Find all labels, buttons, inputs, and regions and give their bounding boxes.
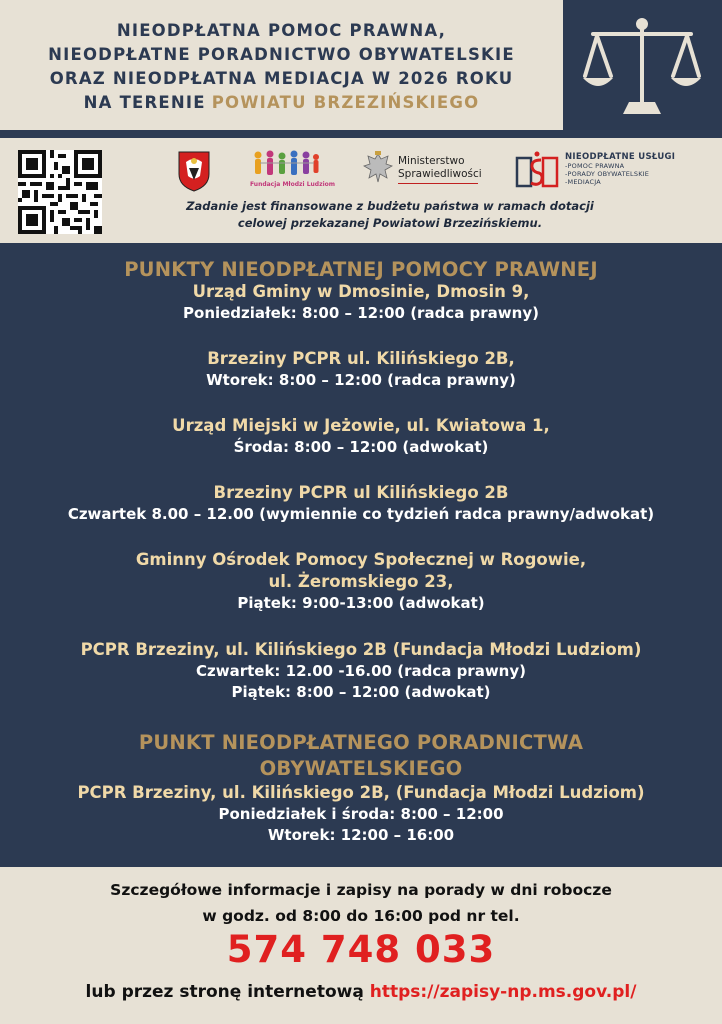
header-divider xyxy=(0,130,722,138)
ministry-line-1: Ministerstwo xyxy=(398,155,465,167)
entry-time: Środa: 8:00 – 12:00 (adwokat) xyxy=(233,438,489,456)
qr-code-icon[interactable] xyxy=(18,150,102,234)
scales-panel xyxy=(563,0,722,130)
nieodplatne-uslugi-logo xyxy=(515,150,675,192)
header-line-4-prefix: NA TERENIE xyxy=(83,93,206,112)
header-line-2: NIEODPŁATNE PORADNICTWO OBYWATELSKIE xyxy=(48,45,515,64)
ministry-underline xyxy=(398,183,478,184)
civic-time-1: Poniedziałek i środa: 8:00 – 12:00 xyxy=(218,805,504,823)
footer-info-line-1: Szczegółowe informacje i zapisy na porady w dni robocze xyxy=(110,881,612,899)
legal-aid-title: PUNKTY NIEODPŁATNEJ POMOCY PRAWNEJ xyxy=(124,258,598,281)
entry-place-2: ul. Żeromskiego 23, xyxy=(268,572,454,591)
fundacja-logo xyxy=(250,150,336,192)
ministry-logo xyxy=(362,150,482,190)
nieodplatne-uslugi-text xyxy=(565,152,675,186)
ministry-name xyxy=(398,155,482,184)
legal-aid-entry xyxy=(0,415,722,458)
legal-aid-entry xyxy=(0,482,722,525)
polish-eagle-icon xyxy=(362,150,394,186)
nus-line-2: -PORADY OBYWATELSKIE xyxy=(565,170,650,178)
funding-line-2: celowej przekazanej Powiatowi Brzezińskiemu. xyxy=(237,216,543,230)
entry-time: Czwartek: 12.00 -16.00 (radca prawny) xyxy=(196,662,526,680)
funding-line-1: Zadanie jest finansowane z budżetu państwa w ramach dotacji xyxy=(186,199,594,213)
web-prefix: lub przez stronę internetową xyxy=(85,982,364,1002)
entry-place: Brzeziny PCPR ul. Kilińskiego 2B, xyxy=(207,349,515,368)
header-region: POWIATU BRZEZIŃSKIEGO xyxy=(211,93,480,112)
entry-time: Piątek: 9:00-13:00 (adwokat) xyxy=(237,594,485,612)
people-holding-hands-icon xyxy=(250,150,322,180)
scales-of-justice-icon xyxy=(581,12,703,118)
legal-aid-entry xyxy=(0,549,722,614)
legal-aid-section xyxy=(0,243,722,867)
header-line-1: NIEODPŁATNA POMOC PRAWNA, xyxy=(116,21,447,40)
entry-time: Poniedziałek: 8:00 – 12:00 (radca prawny) xyxy=(183,304,539,322)
nus-line-1: -POMOC PRAWNA xyxy=(565,162,625,170)
footer xyxy=(0,867,722,1024)
nieodplatne-uslugi-mark-icon xyxy=(515,150,559,190)
civic-advice-block xyxy=(0,730,722,846)
entry-place: Gminny Ośrodek Pomocy Społecznej w Rogowie, xyxy=(135,550,587,569)
civic-place: PCPR Brzeziny, ul. Kilińskiego 2B, (Fundacja Młodzi Ludziom) xyxy=(77,783,645,802)
ministry-line-2: Sprawiedliwości xyxy=(398,168,482,180)
header-line-3: ORAZ NIEODPŁATNA MEDIACJA W 2026 ROKU xyxy=(49,69,514,88)
logos-band xyxy=(0,138,722,243)
nus-line-3: -MEDIACJA xyxy=(565,178,601,186)
web-line xyxy=(0,979,722,1005)
legal-aid-entry xyxy=(0,348,722,391)
entry-time: Czwartek 8.00 – 12.00 (wymiennie co tydzień radca prawny/adwokat) xyxy=(67,505,655,523)
entry-place: Brzeziny PCPR ul Kilińskiego 2B xyxy=(213,483,509,502)
entry-time: Wtorek: 8:00 – 12:00 (radca prawny) xyxy=(206,371,516,389)
entry-place: Urząd Miejski w Jeżowie, ul. Kwiatowa 1, xyxy=(172,416,550,435)
entry-place: Urząd Gminy w Dmosinie, Dmosin 9, xyxy=(192,282,530,301)
entry-place: PCPR Brzeziny, ul. Kilińskiego 2B (Fundacja Młodzi Ludziom) xyxy=(80,640,642,659)
legal-aid-entry xyxy=(0,281,722,324)
funding-note xyxy=(150,198,630,232)
legal-aid-title-block xyxy=(0,257,722,283)
nus-title: NIEODPŁATNE USŁUGI xyxy=(565,152,676,162)
fundacja-label: Fundacja Młodzi Ludziom xyxy=(250,181,336,188)
civic-time-2: Wtorek: 12:00 – 16:00 xyxy=(267,826,455,844)
phone-number[interactable]: 574 748 033 xyxy=(226,928,496,971)
footer-info-line-2: w godz. od 8:00 do 16:00 pod nr tel. xyxy=(202,907,520,925)
registration-link[interactable]: https://zapisy-np.ms.gov.pl/ xyxy=(369,982,637,1002)
civic-title-line-2: OBYWATELSKIEGO xyxy=(259,757,463,780)
county-coat-of-arms-icon xyxy=(177,150,211,192)
entry-time-2: Piątek: 8:00 – 12:00 (adwokat) xyxy=(231,683,491,701)
civic-title-line-1: PUNKT NIEODPŁATNEGO PORADNICTWA xyxy=(138,731,584,754)
footer-info xyxy=(0,877,722,929)
header-line-4 xyxy=(84,91,480,115)
header-title xyxy=(0,0,563,130)
legal-aid-entry xyxy=(0,639,722,703)
header xyxy=(0,0,722,138)
